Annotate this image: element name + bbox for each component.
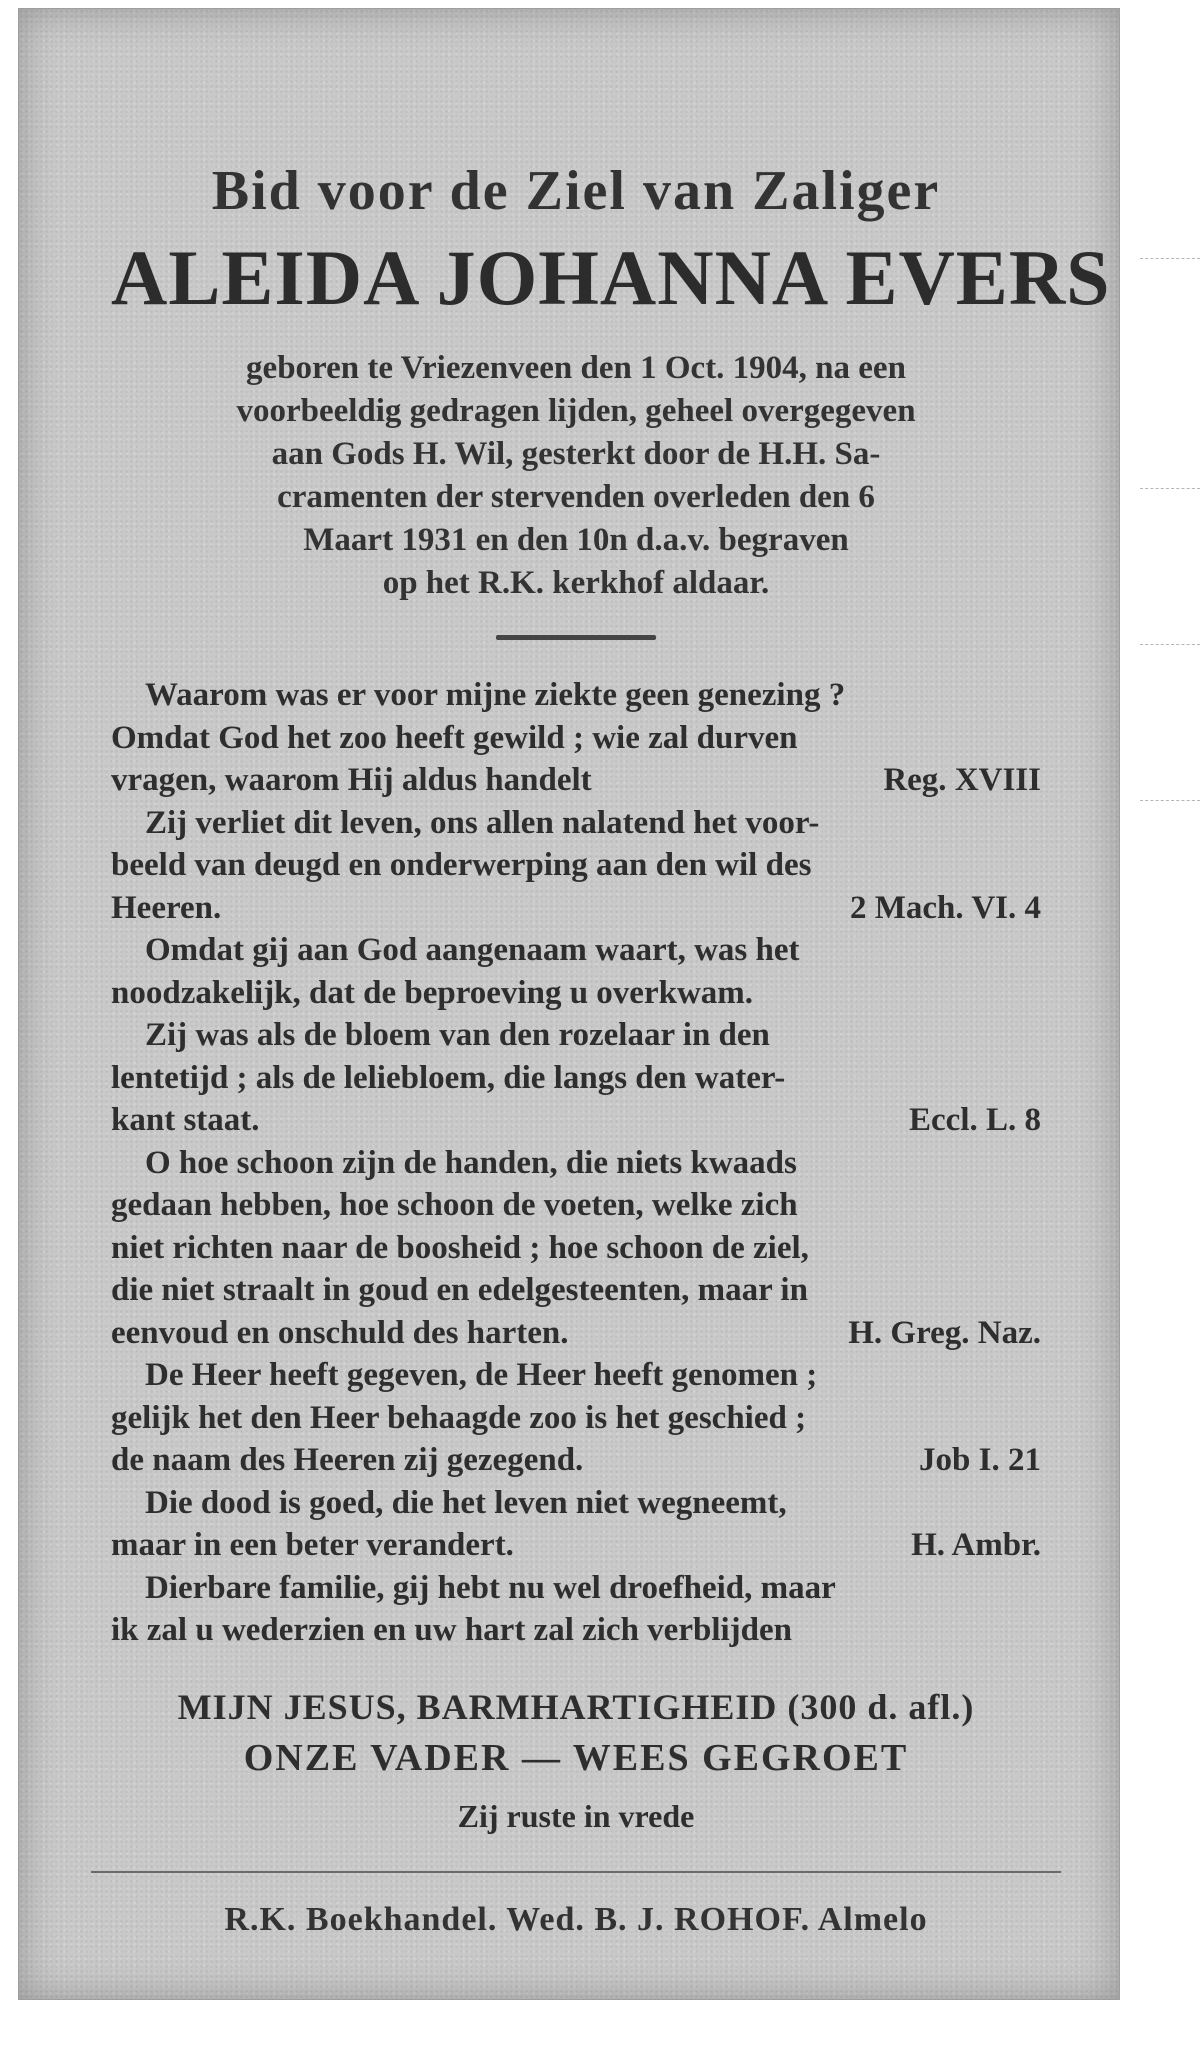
quote-line [111, 1184, 1041, 1227]
biography [111, 347, 1041, 605]
footer-divider [91, 1871, 1061, 1873]
bio-line: geboren te Vriezenveen den 1 Oct. 1904, na een [246, 350, 906, 386]
quote-line [111, 1014, 1041, 1057]
quote-line [111, 1269, 1041, 1312]
bio-line: op het R.K. kerkhof aldaar. [382, 565, 770, 601]
prayers [111, 1686, 1041, 1835]
quote-text: Zij was als de bloem van den rozelaar in den [145, 1017, 770, 1053]
quote-text: Omdat God het zoo heeft gewild ; wie zal durven [111, 719, 798, 756]
quote-text: maar in een beter verandert. [111, 1527, 514, 1563]
scripture-reference: 2 Mach. VI. 4 [850, 889, 1041, 926]
quote-text: lentetijd ; als de leliebloem, die langs den water- [111, 1059, 786, 1096]
scripture-reference: H. Ambr. [911, 1527, 1041, 1563]
quote-line [111, 802, 1041, 845]
deceased-name: ALEIDA JOHANNA EVERS [111, 234, 1111, 321]
edge-mark [1140, 800, 1200, 801]
quote-line [111, 1609, 1041, 1652]
quote-text: eenvoud en onschuld des harten. [111, 1314, 569, 1351]
bio-line: voorbeeldig gedragen lijden, geheel overgegeven [236, 393, 916, 429]
rest-in-peace: Zij ruste in vrede [457, 1797, 695, 1834]
bio-line: aan Gods H. Wil, gesterkt door de H.H. Sa- [271, 436, 881, 472]
quote-text: Dierbare familie, gij hebt nu wel droefheid, maar [145, 1569, 836, 1606]
quote-line [111, 1567, 1041, 1610]
quote-text: vragen, waarom Hij aldus handelt [111, 762, 592, 798]
quote-line [111, 972, 1041, 1015]
bio-line: Maart 1931 en den 10n d.a.v. begraven [303, 522, 849, 558]
quote-line [111, 1482, 1041, 1525]
quote-line [111, 1524, 1041, 1567]
scripture-reference: Eccl. L. 8 [909, 1102, 1041, 1138]
quote-line [111, 759, 1041, 802]
quotations [111, 674, 1041, 1652]
quote-line [111, 1397, 1041, 1440]
quote-line [111, 1227, 1041, 1270]
prayer-titles: ONZE VADER — WEES GEGROET [243, 1736, 909, 1779]
quote-text: noodzakelijk, dat de beproeving u overkwam. [111, 974, 754, 1011]
quote-text: Heeren. [111, 889, 222, 926]
quote-text: Omdat gij aan God aangenaam waart, was het [145, 932, 800, 968]
quote-line [111, 929, 1041, 972]
quote-line [111, 1439, 1041, 1482]
quote-text: gelijk het den Heer behaagde zoo is het geschied ; [111, 1399, 807, 1436]
quote-line [111, 1099, 1041, 1142]
quote-line [111, 717, 1041, 760]
quote-text: Waarom was er voor mijne ziekte geen genezing ? [145, 677, 846, 713]
edge-mark [1140, 258, 1200, 259]
edge-mark [1140, 644, 1200, 645]
quote-text: niet richten naar de boosheid ; hoe schoon de ziel, [111, 1229, 809, 1266]
quote-line [111, 674, 1041, 717]
bio-line: cramenten der stervenden overleden den 6 [277, 479, 875, 515]
quote-text: gedaan hebben, hoe schoon de voeten, welke zich [111, 1187, 798, 1223]
quote-line [111, 1354, 1041, 1397]
quote-text: ik zal u wederzien en uw hart zal zich verblijden [111, 1612, 793, 1648]
quote-text: kant staat. [111, 1102, 260, 1138]
prayer-invocation: MIJN JESUS, BARMHARTIGHEID (300 d. afl.) [177, 1686, 975, 1727]
quote-text: die niet straalt in goud en edelgesteenten, maar in [111, 1272, 808, 1308]
quote-line [111, 1142, 1041, 1185]
printer-credit: R.K. Boekhandel. Wed. B. J. ROHOF. Almelo [224, 1900, 928, 1938]
scripture-reference: Job I. 21 [919, 1442, 1041, 1478]
quote-text: De Heer heeft gegeven, de Heer heeft genomen ; [145, 1357, 818, 1393]
quote-text: de naam des Heeren zij gezegend. [111, 1442, 584, 1478]
quote-line [111, 887, 1041, 930]
quote-text: O hoe schoon zijn de handen, die niets kwaads [145, 1144, 797, 1181]
memorial-card [18, 8, 1120, 2000]
quote-text: Die dood is goed, die het leven niet wegneemt, [145, 1484, 787, 1521]
scripture-reference: H. Greg. Naz. [848, 1314, 1041, 1351]
quote-line [111, 1057, 1041, 1100]
ornamental-divider [496, 635, 656, 640]
card-heading: Bid voor de Ziel van Zaliger [211, 160, 941, 222]
quote-text: beeld van deugd en onderwerping aan den wil des [111, 847, 812, 883]
quote-line [111, 844, 1041, 887]
scripture-reference: Reg. XVIII [883, 762, 1041, 798]
quote-line [111, 1312, 1041, 1355]
edge-mark [1140, 488, 1200, 489]
quote-text: Zij verliet dit leven, ons allen nalatend het voor- [145, 804, 820, 841]
card-content [111, 159, 1111, 1939]
